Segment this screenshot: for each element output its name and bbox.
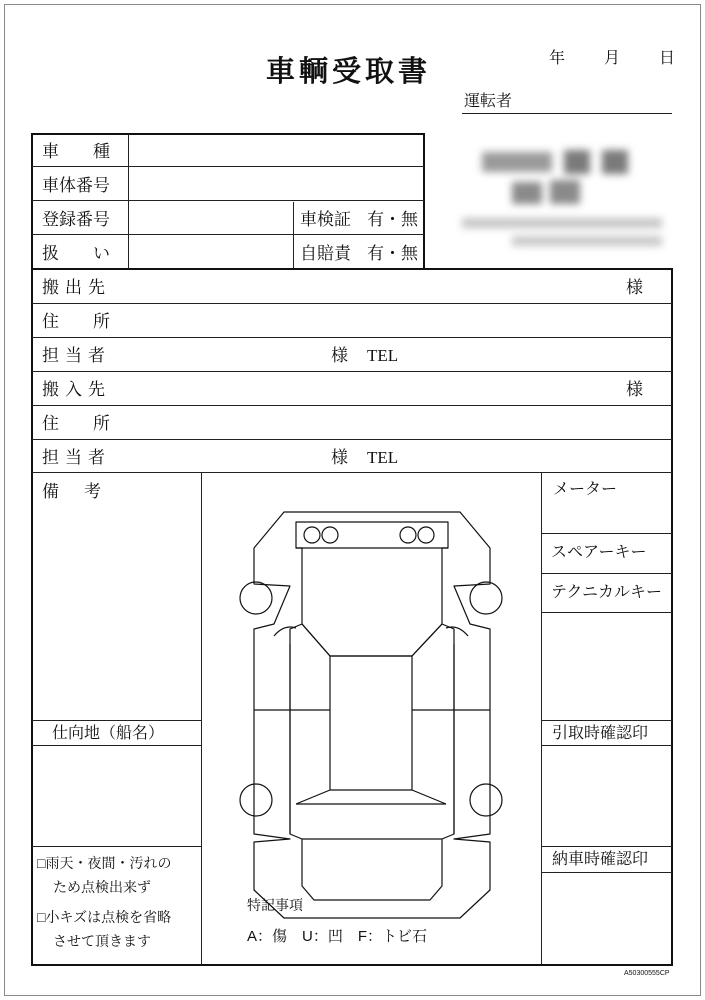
origin-tel-label: TEL (367, 346, 399, 365)
vehicle-type-label: 車 種 (42, 142, 110, 161)
remarks-label: 備 考 (42, 482, 105, 501)
destination-tel-label: TEL (367, 448, 399, 467)
destination-address-label: 住 所 (42, 414, 110, 433)
form-code: A50300555CP (624, 970, 670, 977)
compulsory-insurance-label: 自賠責 (300, 244, 351, 263)
month-label: 月 (604, 50, 621, 67)
year-label: 年 (549, 50, 566, 67)
origin-person-suffix: 様 (331, 346, 348, 365)
registration-number-label: 登録番号 (42, 210, 110, 229)
damage-legend: A：傷 U：凹 F：トビ石 (247, 928, 428, 945)
check-scratch-notice-2: させて頂きます (53, 935, 151, 950)
origin-label: 搬出先 (42, 278, 111, 297)
special-notes-label: 特記事項 (247, 899, 303, 914)
chassis-number-label: 車体番号 (42, 176, 110, 195)
pickup-stamp-label: 引取時確認印 (552, 725, 649, 742)
origin-person-label: 担当者 (42, 346, 111, 365)
check-scratch-notice: □小キズは点検を省略 (37, 911, 172, 926)
page-title: 車輌受取書 (266, 56, 432, 88)
origin-address-label: 住 所 (42, 312, 110, 331)
driver-label: 運転者 (464, 93, 513, 110)
origin-suffix: 様 (626, 278, 643, 297)
spare-key-label: スペアーキー (551, 544, 647, 561)
inspection-cert-options[interactable]: 有・無 (367, 210, 418, 229)
vehicle-damage-diagram[interactable] (202, 474, 540, 964)
driver-signature-line (462, 113, 672, 114)
meter-label: メーター (553, 481, 618, 498)
compulsory-insurance-options[interactable]: 有・無 (367, 244, 418, 263)
destination-suffix: 様 (626, 380, 643, 399)
delivery-stamp-label: 納車時確認印 (552, 851, 649, 868)
shipping-destination-label: 仕向地（船名） (52, 725, 165, 742)
destination-label: 搬入先 (42, 380, 111, 399)
company-info-blurred (452, 140, 674, 268)
check-rain-notice: □雨天・夜間・汚れの (37, 857, 172, 872)
inspection-cert-label: 車検証 (300, 210, 351, 229)
handling-label: 扱 い (42, 244, 110, 263)
destination-person-suffix: 様 (331, 448, 348, 467)
check-rain-notice-2: ため点検出来ず (53, 881, 151, 896)
destination-person-label: 担当者 (42, 448, 111, 467)
technical-key-label: テクニカルキー (551, 584, 663, 601)
day-label: 日 (659, 50, 676, 67)
